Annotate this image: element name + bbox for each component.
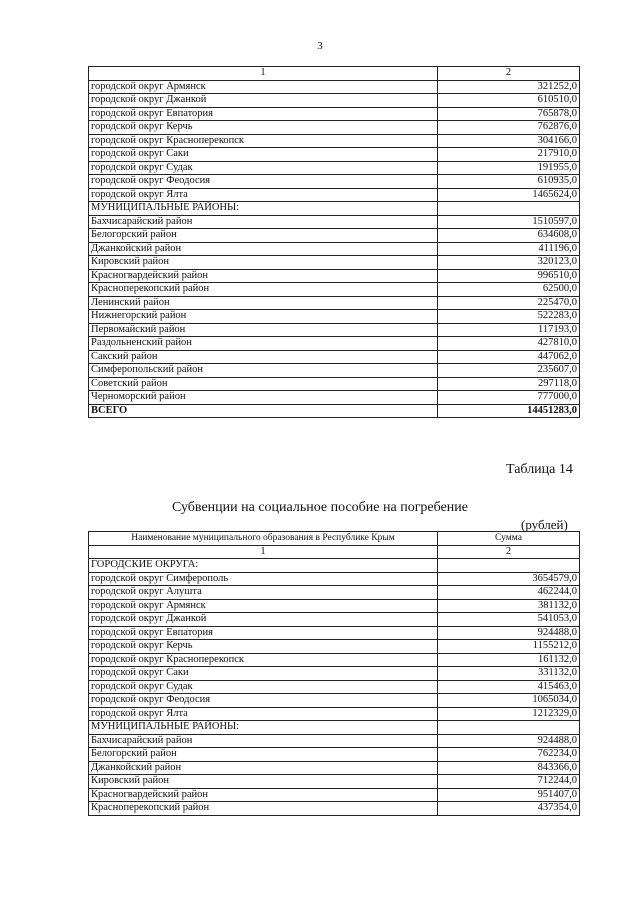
column-number-1: 1 bbox=[89, 545, 438, 559]
row-name: городской округ Саки bbox=[89, 667, 438, 681]
row-name: Красноперекопский район bbox=[89, 802, 438, 816]
row-name: Первомайский район bbox=[89, 323, 438, 337]
row-value: 924488,0 bbox=[438, 734, 580, 748]
table-label: Таблица 14 bbox=[506, 462, 573, 477]
row-name: Ленинский район bbox=[89, 296, 438, 310]
row-name: Джанкойский район bbox=[89, 242, 438, 256]
header-municipality: Наименование муниципального образования в Республике Крым bbox=[89, 532, 438, 546]
row-value: 610935,0 bbox=[438, 175, 580, 189]
table-row bbox=[89, 788, 580, 802]
row-value bbox=[438, 202, 580, 216]
row-value: 1155212,0 bbox=[438, 640, 580, 654]
row-value: 427810,0 bbox=[438, 337, 580, 351]
row-name: городской округ Судак bbox=[89, 680, 438, 694]
row-value: 462244,0 bbox=[438, 586, 580, 600]
row-name: Раздольненский район bbox=[89, 337, 438, 351]
row-value: 996510,0 bbox=[438, 269, 580, 283]
table-row bbox=[89, 404, 580, 418]
table-row bbox=[89, 761, 580, 775]
row-value: 541053,0 bbox=[438, 613, 580, 627]
row-value: 235607,0 bbox=[438, 364, 580, 378]
row-name: городской округ Красноперекопск bbox=[89, 653, 438, 667]
row-value: 762234,0 bbox=[438, 748, 580, 762]
row-value: 712244,0 bbox=[438, 775, 580, 789]
row-value: 191955,0 bbox=[438, 161, 580, 175]
table-title: Субвенции на социальное пособие на погребение bbox=[171, 500, 469, 515]
table-row bbox=[89, 215, 580, 229]
row-name: МУНИЦИПАЛЬНЫЕ РАЙОНЫ: bbox=[89, 721, 438, 735]
header-amount: Сумма bbox=[438, 532, 580, 546]
row-value: 320123,0 bbox=[438, 256, 580, 270]
table-row bbox=[89, 734, 580, 748]
table-row bbox=[89, 296, 580, 310]
row-name: Нижнегорский район bbox=[89, 310, 438, 324]
table-row bbox=[89, 148, 580, 162]
table-row bbox=[89, 94, 580, 108]
table-row bbox=[89, 667, 580, 681]
table-row bbox=[89, 350, 580, 364]
row-value: 522283,0 bbox=[438, 310, 580, 324]
row-name: Кировский район bbox=[89, 256, 438, 270]
table-row bbox=[89, 559, 580, 573]
row-value: 297118,0 bbox=[438, 377, 580, 391]
row-value: 161132,0 bbox=[438, 653, 580, 667]
row-name: городской округ Феодосия bbox=[89, 694, 438, 708]
row-name: городской округ Судак bbox=[89, 161, 438, 175]
row-name: городской округ Саки bbox=[89, 148, 438, 162]
table-row bbox=[89, 175, 580, 189]
row-value: 381132,0 bbox=[438, 599, 580, 613]
column-number-2: 2 bbox=[438, 67, 580, 81]
row-value: 1065034,0 bbox=[438, 694, 580, 708]
row-value: 415463,0 bbox=[438, 680, 580, 694]
row-name: Черноморский район bbox=[89, 391, 438, 405]
table-row bbox=[89, 188, 580, 202]
row-name: городской округ Керчь bbox=[89, 121, 438, 135]
row-name: городской округ Джанкой bbox=[89, 613, 438, 627]
row-name: Красноперекопский район bbox=[89, 283, 438, 297]
unit-label: (рублей) bbox=[521, 517, 568, 532]
table-row bbox=[89, 229, 580, 243]
row-value: 924488,0 bbox=[438, 626, 580, 640]
table-row bbox=[89, 242, 580, 256]
row-value: 951407,0 bbox=[438, 788, 580, 802]
row-name: городской округ Алушта bbox=[89, 586, 438, 600]
row-value bbox=[438, 721, 580, 735]
table-row bbox=[89, 721, 580, 735]
row-name: Белогорский район bbox=[89, 748, 438, 762]
column-number-1: 1 bbox=[89, 67, 438, 81]
table-row bbox=[89, 775, 580, 789]
row-name: Симферопольский район bbox=[89, 364, 438, 378]
table-row bbox=[89, 613, 580, 627]
row-value: 777000,0 bbox=[438, 391, 580, 405]
table-row bbox=[89, 364, 580, 378]
row-value: 217910,0 bbox=[438, 148, 580, 162]
table-row bbox=[89, 161, 580, 175]
row-value: 447062,0 bbox=[438, 350, 580, 364]
row-name: МУНИЦИПАЛЬНЫЕ РАЙОНЫ: bbox=[89, 202, 438, 216]
row-name: городской округ Красноперекопск bbox=[89, 134, 438, 148]
row-value: 437354,0 bbox=[438, 802, 580, 816]
row-value: 610510,0 bbox=[438, 94, 580, 108]
row-name: Красногвардейский район bbox=[89, 269, 438, 283]
table-row bbox=[89, 626, 580, 640]
row-value: 117193,0 bbox=[438, 323, 580, 337]
row-value: 331132,0 bbox=[438, 667, 580, 681]
row-name: городской округ Керчь bbox=[89, 640, 438, 654]
column-number-row bbox=[89, 67, 580, 81]
row-name: городской округ Джанкой bbox=[89, 94, 438, 108]
row-name: городской округ Феодосия bbox=[89, 175, 438, 189]
row-value: 1212329,0 bbox=[438, 707, 580, 721]
table-row bbox=[89, 640, 580, 654]
page-number: 3 bbox=[317, 40, 323, 52]
row-value: 765878,0 bbox=[438, 107, 580, 121]
table-row bbox=[89, 694, 580, 708]
row-value: 304166,0 bbox=[438, 134, 580, 148]
table-row bbox=[89, 80, 580, 94]
row-value: 3654579,0 bbox=[438, 572, 580, 586]
row-name: городской округ Ялта bbox=[89, 188, 438, 202]
table-row bbox=[89, 707, 580, 721]
table-row bbox=[89, 107, 580, 121]
header-row bbox=[89, 532, 580, 546]
row-name: Кировский район bbox=[89, 775, 438, 789]
column-number-row bbox=[89, 545, 580, 559]
row-value: 225470,0 bbox=[438, 296, 580, 310]
row-name: Джанкойский район bbox=[89, 761, 438, 775]
row-name: Красногвардейский район bbox=[89, 788, 438, 802]
row-value bbox=[438, 559, 580, 573]
table-row bbox=[89, 269, 580, 283]
table-row bbox=[89, 377, 580, 391]
table-row bbox=[89, 680, 580, 694]
table-row bbox=[89, 256, 580, 270]
row-name: городской округ Симферополь bbox=[89, 572, 438, 586]
row-name: Сакский район bbox=[89, 350, 438, 364]
table-row bbox=[89, 121, 580, 135]
row-name: Белогорский район bbox=[89, 229, 438, 243]
row-value: 321252,0 bbox=[438, 80, 580, 94]
table-row bbox=[89, 802, 580, 816]
row-value: 1465624,0 bbox=[438, 188, 580, 202]
table-row bbox=[89, 748, 580, 762]
table-row bbox=[89, 599, 580, 613]
table-row bbox=[89, 202, 580, 216]
column-number-2: 2 bbox=[438, 545, 580, 559]
row-value: 843366,0 bbox=[438, 761, 580, 775]
table-row bbox=[89, 283, 580, 297]
row-name: Бахчисарайский район bbox=[89, 734, 438, 748]
row-value: 762876,0 bbox=[438, 121, 580, 135]
table-row bbox=[89, 310, 580, 324]
row-name: Советский район bbox=[89, 377, 438, 391]
row-name: ВСЕГО bbox=[89, 404, 438, 418]
table-row bbox=[89, 391, 580, 405]
row-value: 62500,0 bbox=[438, 283, 580, 297]
table-row bbox=[89, 653, 580, 667]
subsidy-table-continued bbox=[88, 66, 580, 418]
table-row bbox=[89, 337, 580, 351]
row-name: городской округ Ялта bbox=[89, 707, 438, 721]
table-row bbox=[89, 323, 580, 337]
table-row bbox=[89, 586, 580, 600]
row-value: 14451283,0 bbox=[438, 404, 580, 418]
row-value: 1510597,0 bbox=[438, 215, 580, 229]
row-name: городской округ Армянск bbox=[89, 599, 438, 613]
row-name: ГОРОДСКИЕ ОКРУГА: bbox=[89, 559, 438, 573]
row-value: 634608,0 bbox=[438, 229, 580, 243]
row-name: Бахчисарайский район bbox=[89, 215, 438, 229]
table-row bbox=[89, 572, 580, 586]
row-name: городской округ Евпатория bbox=[89, 107, 438, 121]
table-row bbox=[89, 134, 580, 148]
row-name: городской округ Евпатория bbox=[89, 626, 438, 640]
row-name: городской округ Армянск bbox=[89, 80, 438, 94]
burial-allowance-table bbox=[88, 531, 580, 816]
row-value: 411196,0 bbox=[438, 242, 580, 256]
